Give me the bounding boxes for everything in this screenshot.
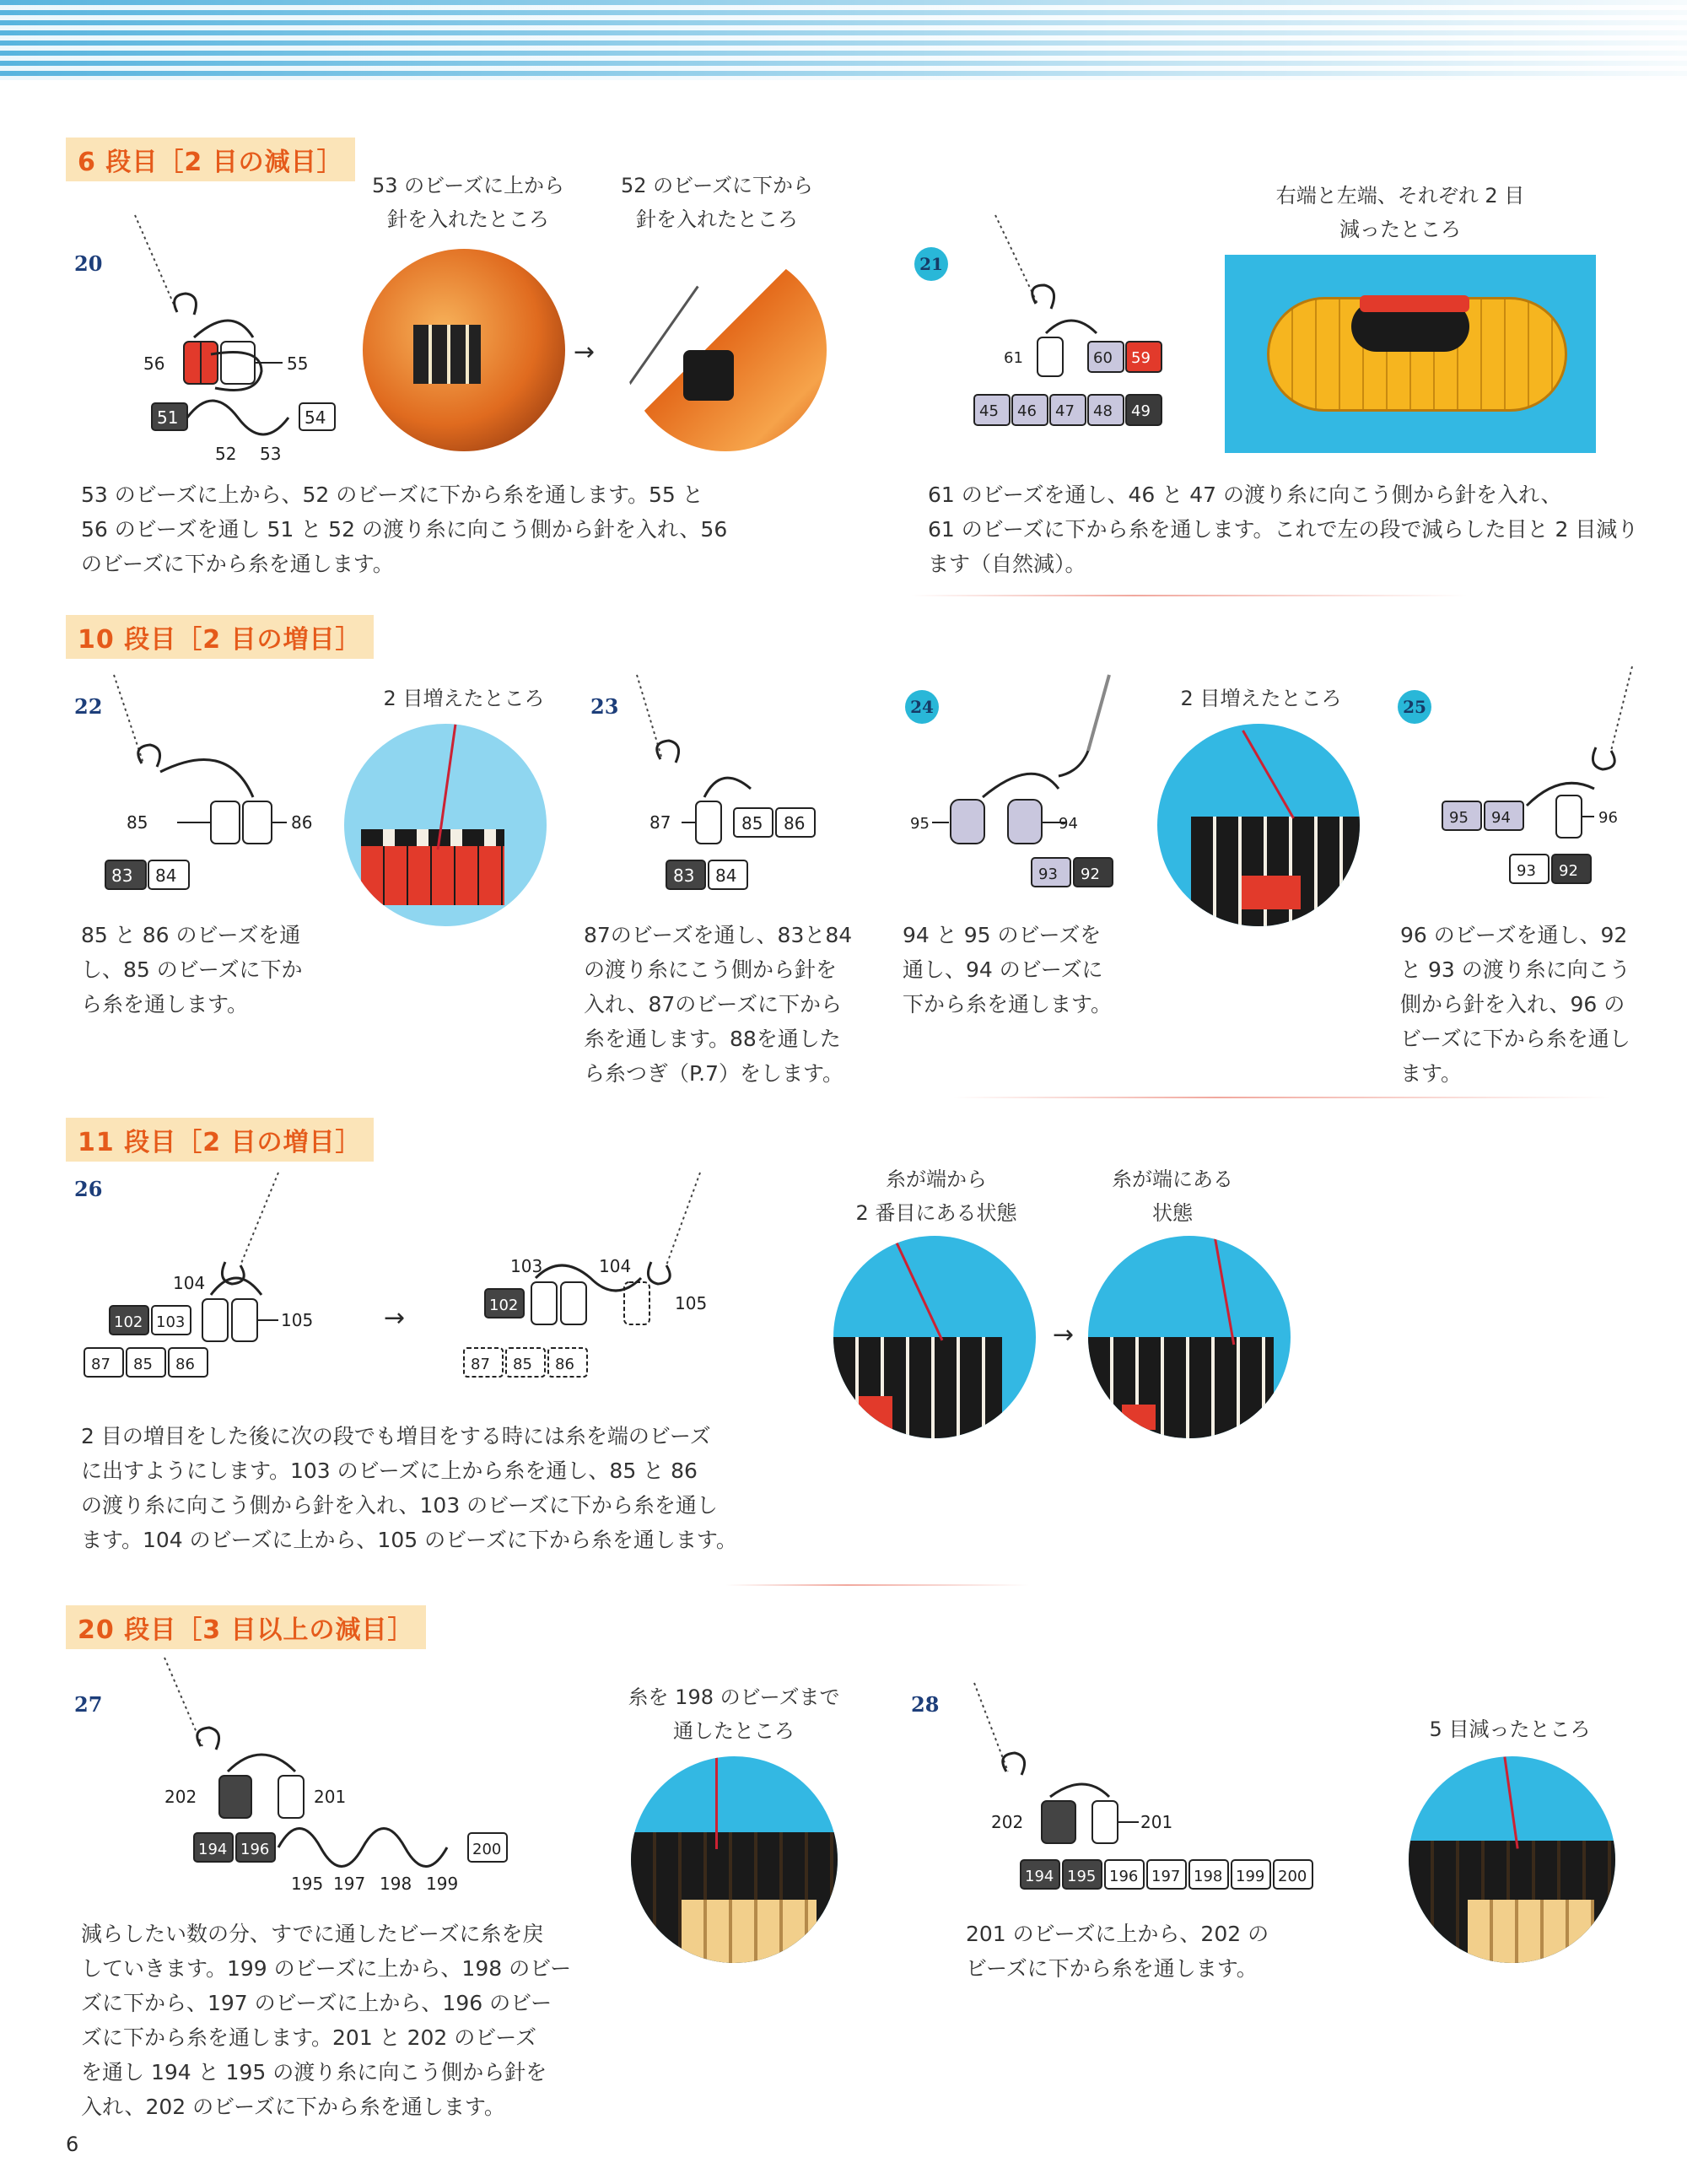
- bead-label: 105: [675, 1293, 708, 1313]
- bead-diagram-27: [127, 1653, 523, 1898]
- bead-label: 85: [133, 1356, 153, 1373]
- section-heading: 11 段目［2 目の増目］: [66, 1118, 374, 1162]
- bead-label: 201: [1140, 1812, 1173, 1832]
- bead-diagram-21: [970, 211, 1206, 439]
- bead-label: 96: [1598, 809, 1618, 827]
- bead-label: 93: [1517, 862, 1536, 880]
- bead-label: 103: [156, 1313, 186, 1331]
- bead-label: 83: [111, 866, 133, 886]
- bead-label: 85: [741, 813, 763, 833]
- bead-label: 54: [305, 407, 326, 428]
- bead-label: 200: [1278, 1868, 1307, 1885]
- bead-label: 84: [715, 866, 737, 886]
- section-heading: 6 段目［2 目の減目］: [66, 138, 355, 181]
- bead-diagram-22: [93, 671, 337, 898]
- arrow-icon: →: [1053, 1320, 1075, 1350]
- bead-label: 49: [1131, 402, 1151, 420]
- bead-label: 60: [1093, 349, 1113, 367]
- bead-label: 85: [127, 812, 148, 833]
- bead-label: 199: [1236, 1868, 1265, 1885]
- bead-label: 104: [173, 1273, 206, 1293]
- step-text: 減らしたい数の分、すでに通したビーズに糸を戻 していきます。199 のビーズに上から、198 のビー ズに下から、197 のビーズに上から、196 のビー ズに下から糸を通します。201 と 202 のビーズ を通し 194 と 195 の渡り糸に向こう側から針を 入れ、202 のビーズに下から糸を通します。: [81, 1922, 572, 2119]
- bead-photo: [1409, 1756, 1615, 1963]
- step-text: 85 と 86 のビーズを通 し、85 のビーズに下か ら糸を通します。: [81, 923, 303, 1017]
- header-band-fade: [0, 0, 1687, 80]
- photo-caption: 糸が端から 2 番目にある状態: [855, 1167, 1017, 1225]
- bead-label: 51: [157, 407, 179, 428]
- page-number: 6: [66, 2133, 79, 2156]
- bead-label: 56: [143, 353, 165, 374]
- step-number: 26: [74, 1177, 103, 1201]
- bead-label: 87: [91, 1356, 110, 1373]
- bead-label: 85: [513, 1356, 532, 1373]
- bead-label: 104: [599, 1256, 632, 1276]
- step-number: 27: [74, 1692, 103, 1717]
- divider: [725, 1584, 1029, 1586]
- bead-label: 200: [472, 1841, 502, 1858]
- arrow-icon: →: [574, 337, 596, 367]
- photo-caption: 糸が端にある 状態: [1112, 1167, 1233, 1225]
- section-heading: 10 段目［2 目の増目］: [66, 615, 374, 659]
- bead-label: 86: [784, 813, 806, 833]
- bead-label: 83: [673, 866, 695, 886]
- divider: [953, 1097, 1611, 1098]
- step-text: 94 と 95 のビーズを 通し、94 のビーズに 下から糸を通します。: [903, 923, 1113, 1017]
- bead-label: 84: [155, 866, 177, 886]
- bead-label: 201: [314, 1787, 347, 1807]
- bead-diagram-26a: [76, 1168, 346, 1392]
- bead-label: 196: [240, 1841, 270, 1858]
- step-text: 53 のビーズに上から、52 のビーズに下から糸を通します。55 と 56 のビーズを通し 51 と 52 の渡り糸に向こう側から針を入れ、56 のビーズに下から糸を通します。: [81, 483, 728, 576]
- bead-label: 92: [1081, 866, 1100, 883]
- bead-photo: [833, 1236, 1036, 1438]
- bead-label: 55: [287, 353, 309, 374]
- bead-label: 198: [380, 1874, 412, 1894]
- bead-label: 102: [489, 1297, 519, 1314]
- bead-diagram-24: [898, 671, 1151, 898]
- bead-label: 87: [471, 1356, 490, 1373]
- step-number: 24: [905, 690, 939, 724]
- bead-label: 194: [1025, 1868, 1054, 1885]
- photo-caption: 糸を 198 のビーズまで 通したところ: [628, 1685, 840, 1743]
- bead-label: 202: [991, 1812, 1024, 1832]
- bead-label: 45: [979, 402, 999, 420]
- bead-label: 46: [1017, 402, 1037, 420]
- step-number: 22: [74, 694, 103, 719]
- bead-label: 195: [291, 1874, 324, 1894]
- photo-caption: 2 目増えたところ: [1180, 687, 1342, 710]
- bead-diagram-28: [970, 1679, 1358, 1898]
- bead-label: 86: [175, 1356, 195, 1373]
- bead-label: 103: [510, 1256, 543, 1276]
- bead-label: 94: [1491, 809, 1511, 827]
- bead-label: 95: [1449, 809, 1469, 827]
- section-heading: 20 段目［3 目以上の減目］: [66, 1605, 426, 1649]
- bead-label: 93: [1038, 866, 1058, 883]
- photo-caption: 53 のビーズに上から 針を入れたところ: [371, 174, 564, 231]
- bead-label: 48: [1093, 402, 1113, 420]
- bead-label: 199: [426, 1874, 459, 1894]
- bead-label: 197: [1151, 1868, 1181, 1885]
- step-number: 23: [590, 694, 619, 719]
- bead-label: 196: [1109, 1868, 1139, 1885]
- bead-photo: [363, 249, 565, 451]
- step-text: 201 のビーズに上から、202 の ビーズに下から糸を通します。: [966, 1922, 1269, 1981]
- bead-diagram-25: [1426, 662, 1679, 898]
- step-text: 61 のビーズを通し、46 と 47 の渡り糸に向こう側から針を入れ、 61 のビーズに下から糸を通します。これで左の段で減らした目と 2 目減り ます（自然減）。: [928, 483, 1639, 576]
- step-text: 2 目の増目をした後に次の段でも増目をする時には糸を端のビーズ に出すようにします。103 のビーズに上から糸を通し、85 と 86 の渡り糸に向こう側から針を入れ、103 のビーズに下から糸を通し ます。104 のビーズに上から、105 のビーズに下から糸を通します。: [81, 1424, 737, 1552]
- photo-caption: 右端と左端、それぞれ 2 目 減ったところ: [1275, 184, 1525, 241]
- bead-photo: [1157, 724, 1360, 926]
- bead-label: 194: [198, 1841, 228, 1858]
- photo-caption: 52 のビーズに下から 針を入れたところ: [620, 174, 813, 231]
- arrow-icon: →: [384, 1303, 406, 1333]
- bead-label: 198: [1194, 1868, 1223, 1885]
- bead-label: 86: [291, 812, 313, 833]
- bead-label: 52: [215, 444, 237, 464]
- bead-photo: [624, 249, 827, 451]
- step-text: 87のビーズを通し、83と84 の渡り糸にこう側から針を 入れ、87のビーズに下から 糸を通します。88を通した ら糸つぎ（P.7）をします。: [584, 923, 853, 1086]
- photo-caption: 2 目増えたところ: [383, 687, 545, 710]
- bead-photo: [1225, 255, 1596, 453]
- bead-diagram-26b: [455, 1168, 734, 1392]
- bead-diagram-20: [127, 211, 354, 464]
- photo-caption: 5 目減ったところ: [1429, 1718, 1591, 1741]
- step-number: 21: [914, 247, 948, 281]
- bead-label: 47: [1055, 402, 1075, 420]
- bead-label: 59: [1131, 349, 1151, 367]
- bead-diagram-23: [624, 671, 844, 898]
- bead-label: 195: [1067, 1868, 1097, 1885]
- bead-photo: [631, 1756, 838, 1963]
- step-number: 20: [74, 251, 103, 276]
- step-text: 96 のビーズを通し、92 と 93 の渡り糸に向こう 側から針を入れ、96 の ビーズに下から糸を通し ます。: [1400, 923, 1630, 1086]
- bead-label: 86: [555, 1356, 574, 1373]
- bead-label: 87: [649, 812, 671, 833]
- bead-label: 61: [1004, 349, 1023, 367]
- divider: [911, 595, 1468, 596]
- bead-label: 197: [333, 1874, 366, 1894]
- bead-label: 53: [260, 444, 282, 464]
- bead-label: 92: [1559, 862, 1578, 880]
- bead-label: 102: [114, 1313, 143, 1331]
- bead-label: 105: [281, 1310, 314, 1330]
- bead-photo: [344, 724, 547, 926]
- step-number: 28: [911, 1692, 940, 1717]
- bead-label: 94: [1059, 815, 1078, 833]
- step-number: 25: [1398, 690, 1431, 724]
- bead-label: 95: [910, 815, 930, 833]
- bead-photo: [1088, 1236, 1291, 1438]
- bead-label: 202: [164, 1787, 197, 1807]
